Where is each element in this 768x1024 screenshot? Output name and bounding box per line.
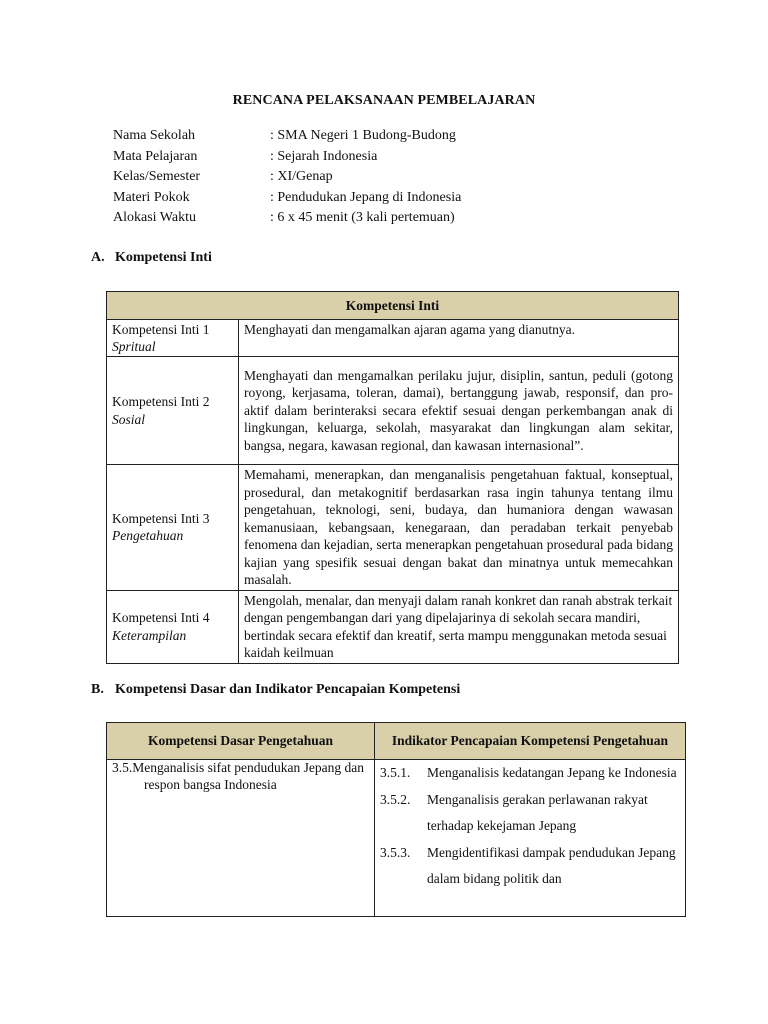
- ki-name: Kompetensi Inti 4: [112, 610, 210, 625]
- indicator-text: Mengidentifikasi dampak pendudukan Jepang dalam bidang politik dan: [427, 844, 676, 886]
- ki-name: Kompetensi Inti 3: [112, 510, 210, 526]
- kompetensi-inti-table: [106, 291, 679, 664]
- identity-label: Materi Pokok: [113, 189, 190, 205]
- table-row: [107, 590, 679, 663]
- table-row: [107, 357, 679, 465]
- kompetensi-dasar-table: [106, 722, 686, 917]
- identity-label: Mata Pelajaran: [113, 148, 198, 164]
- list-item: [380, 840, 680, 893]
- identity-row-time: [113, 208, 461, 229]
- ki-desc: Mengolah, menalar, dan menyaji dalam ranah konkret dan ranah abstrak terkait dengan pengembangan dari yang dipelajarinya di sekolah secara mandiri, bertindak secara efektif dan kreatif, serta mampu menggunakan metoda sesuai kaidah keilmuan: [239, 590, 679, 663]
- section-b-number: B.: [91, 682, 104, 697]
- ki-table-header: Kompetensi Inti: [107, 292, 679, 320]
- identity-row-subject: [113, 147, 461, 168]
- identity-value: : Sejarah Indonesia: [270, 148, 378, 164]
- identity-row-school: [113, 126, 461, 147]
- identity-value: : SMA Negeri 1 Budong-Budong: [270, 128, 456, 143]
- ki-name: Kompetensi Inti 1: [112, 321, 210, 337]
- identity-label: Nama Sekolah: [113, 128, 196, 143]
- kd-cell: [107, 760, 375, 917]
- identity-row-class: [113, 167, 461, 188]
- table-row: [107, 320, 679, 357]
- indicator-number: 3.5.2.: [380, 791, 411, 807]
- document-title: RENCANA PELAKSANAAN PEMBELAJARAN: [232, 93, 536, 108]
- indicator-text: Menganalisis gerakan perlawanan rakyat terhadap kekejaman Jepang: [427, 791, 648, 833]
- ki-desc: Menghayati dan mengamalkan ajaran agama yang dianutnya.: [239, 320, 679, 357]
- ki-name-cell: [107, 357, 239, 465]
- identity-value: : 6 x 45 menit (3 kali pertemuan): [270, 210, 455, 225]
- list-item: [380, 760, 680, 787]
- ki-desc: Memahami, menerapkan, dan menganalisis pengetahuan faktual, konseptual, prosedural, dan metakognitif berdasarkan rasa ingin tahunya tentang ilmu pengetahuan, teknologi, seni, budaya, dan humaniora dengan wawasan kemanusiaan, kebangsaan, kenegaraan, dan peradaban terkait penyebab fenomena dan kejadian, serta menerapkan pengetahuan prosedural pada bidang kajian yang spesifik sesuai dengan bakat dan minatnya untuk memecahkan masalah.: [239, 465, 679, 591]
- section-b-title: Kompetensi Dasar dan Indikator Pencapaian Kompetensi: [115, 682, 461, 697]
- kd-header-right: Indikator Pencapaian Kompetensi Pengetahuan: [375, 723, 686, 760]
- ki-sub: Pengetahuan: [112, 528, 184, 544]
- ki-sub: Spritual: [112, 339, 156, 354]
- ki-desc: Menghayati dan mengamalkan perilaku jujur, disiplin, santun, peduli (gotong royong, kerjasama, toleran, damai), bertanggung jawab, responsif, dan pro-aktif dalam berinteraksi secara efektif sesuai dengan perkembangan anak di lingkungan, keluarga, sekolah, masyarakat dan lingkungan alam sekitar, bangsa, negara, kawasan regional, dan kawasan internasional”.: [239, 357, 679, 465]
- indicator-cell: [375, 760, 686, 917]
- list-item: [380, 787, 680, 840]
- identity-row-topic: [113, 188, 461, 209]
- indicator-number: 3.5.3.: [380, 844, 411, 860]
- identity-block: [113, 126, 461, 229]
- table-row: [107, 760, 686, 917]
- identity-value: : Pendudukan Jepang di Indonesia: [270, 189, 462, 205]
- ki-name-cell: [107, 320, 239, 357]
- indicator-text: Menganalisis kedatangan Jepang ke Indonesia: [427, 765, 677, 780]
- identity-label: Alokasi Waktu: [113, 210, 196, 225]
- ki-sub: Sosial: [112, 411, 146, 427]
- table-row: [107, 465, 679, 591]
- section-a-heading: [91, 250, 212, 266]
- kd-text: 3.5.Menganalisis sifat pendudukan Jepang dan respon bangsa Indonesia: [112, 760, 364, 792]
- ki-name: Kompetensi Inti 2: [112, 394, 210, 409]
- identity-label: Kelas/Semester: [113, 169, 201, 184]
- section-a-number: A.: [91, 250, 105, 265]
- ki-name-cell: [107, 590, 239, 663]
- ki-name-cell: [107, 465, 239, 591]
- kd-header-left: Kompetensi Dasar Pengetahuan: [107, 723, 375, 760]
- section-a-title: Kompetensi Inti: [115, 250, 212, 265]
- indicator-number: 3.5.1.: [380, 765, 411, 780]
- identity-value: : XI/Genap: [270, 169, 333, 184]
- ki-sub: Keterampilan: [112, 627, 187, 643]
- section-b-heading: [91, 682, 460, 698]
